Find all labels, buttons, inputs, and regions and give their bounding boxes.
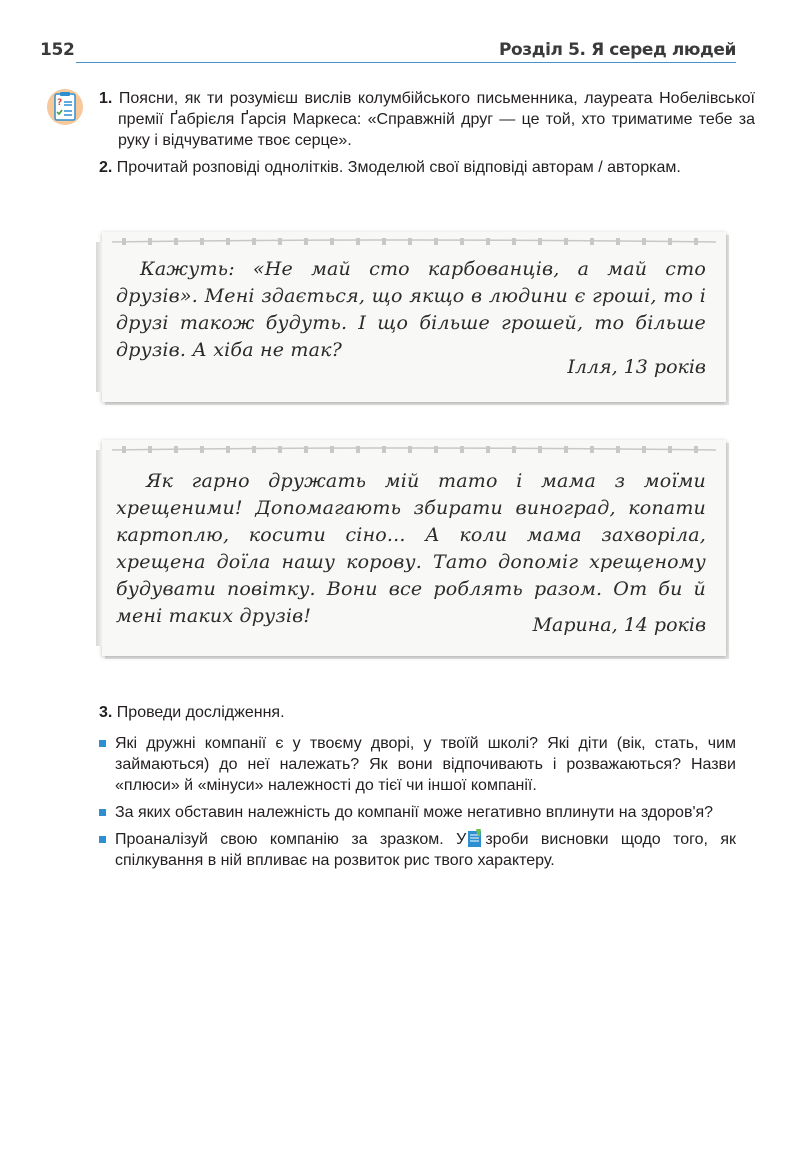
research-questions	[99, 733, 736, 877]
card-spine	[96, 242, 102, 392]
task-2	[99, 157, 755, 178]
quote-text: Як гарно дружать мій тато і мама з моїми хрещеними! Допомагають збирати виноград, копати картоплю, косити сіно... А коли мама захворіла, хрещена доїла нашу корову. Тато допоміг хрещеному будувати повітку. Вони все роблять разом. От би й мені таких друзів!	[116, 470, 706, 627]
task-1	[99, 88, 755, 151]
card-spine	[96, 450, 102, 646]
task-text: Поясни, як ти розумієш вислів колумбійського письменника, лауреата Нобелівської премії Ґабрієля Ґарсія Маркеса: «Справжній друг — це той, хто триматиме тебе за руку і відчуватиме твоє серце».	[118, 90, 755, 149]
list-item-text: зроби висновки щодо того, як спілкування в ній впливає на розвиток рис твого характеру.	[115, 831, 736, 869]
list-item	[99, 802, 736, 823]
quote-card	[102, 232, 726, 402]
task-number: 2.	[99, 159, 113, 176]
list-item-text: Проаналізуй свою компанію за зразком. У	[115, 831, 467, 848]
quote-text: Кажуть: «Не май сто карбованців, а май сто друзів». Мені здається, що якщо в людини є гроші, то і друзі також будуть. І що більше грошей, то більше друзів. А хіба не так?	[116, 258, 706, 361]
chapter-title: Розділ 5. Я серед людей	[498, 40, 736, 60]
page-number: 152	[40, 40, 75, 60]
task-text: Прочитай розповіді однолітків. Змоделюй свої відповіді авторам / авторкам.	[116, 159, 681, 176]
svg-text:?: ?	[57, 98, 63, 108]
quote-author: Ілля, 13 років	[567, 356, 706, 378]
task-number: 3.	[99, 704, 113, 721]
checklist-icon	[46, 88, 84, 126]
quote-author: Марина, 14 років	[532, 614, 706, 636]
header-rule	[76, 62, 736, 63]
list-item	[99, 829, 736, 871]
list-item-text: Які дружні компанії є у твоєму дворі, у твоїй школі? Які діти (вік, стать, чим займаються) до неї належать? Як вони відпочивають і розважаються? Назви «плюси» й «мінуси» належності до тієї чи іншої компанії.	[115, 735, 736, 794]
task-text: Проведи дослідження.	[116, 704, 285, 721]
task-3	[99, 702, 736, 723]
notebook-icon	[467, 829, 482, 848]
spiral-binding	[112, 234, 716, 248]
quote-card	[102, 440, 726, 656]
spiral-binding	[112, 442, 716, 456]
list-item-text: За яких обставин належність до компанії може негативно вплинути на здоров'я?	[115, 804, 714, 821]
page-header	[40, 40, 736, 64]
task-number: 1.	[99, 90, 113, 107]
list-item	[99, 733, 736, 796]
